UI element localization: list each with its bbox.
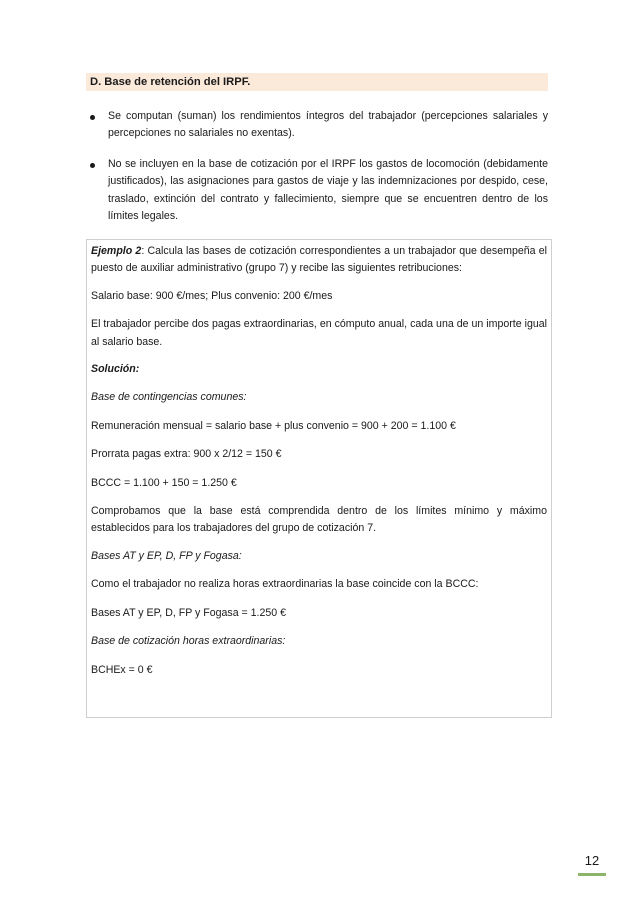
extra-pay-text: El trabajador percibe dos pagas extraordinarias, en cómputo anual, cada una de un importe igual al salario base. bbox=[91, 318, 547, 348]
bccc-line: BCCC = 1.100 + 150 = 1.250 € bbox=[91, 476, 237, 489]
check-text: Comprobamos que la base está comprendida dentro de los límites mínimo y máximo establecidos para los trabajadores del grupo de cotización 7. bbox=[91, 505, 547, 535]
common-base-heading: Base de contingencias comunes: bbox=[91, 391, 247, 404]
bullet-item bbox=[86, 108, 548, 143]
example-intro bbox=[91, 243, 547, 278]
solution-label: Solución: bbox=[91, 363, 140, 376]
monthly-pay-line: Remuneración mensual = salario base + plus convenio = 900 + 200 = 1.100 € bbox=[91, 419, 456, 432]
example-label: Ejemplo 2 bbox=[91, 245, 142, 257]
overtime-heading: Base de cotización horas extraordinarias: bbox=[91, 635, 286, 648]
at-value: Bases AT y EP, D, FP y Fogasa = 1.250 € bbox=[91, 606, 287, 619]
salary-line: Salario base: 900 €/mes; Plus convenio: 200 €/mes bbox=[91, 289, 333, 302]
overtime-value: BCHEx = 0 € bbox=[91, 663, 153, 676]
at-explain: Como el trabajador no realiza horas extraordinarias la base coincide con la BCCC: bbox=[91, 578, 479, 591]
example-intro-text: : Calcula las bases de cotización correspondientes a un trabajador que desempeña el puesto de auxiliar administrativo (grupo 7) y recibe las siguientes retribuciones: bbox=[91, 245, 547, 275]
bullet-text: Se computan (suman) los rendimientos íntegros del trabajador (percepciones salariales y percepciones no salariales no exentas). bbox=[108, 110, 548, 140]
bullet-icon bbox=[90, 163, 95, 168]
bullet-text: No se incluyen en la base de cotización por el IRPF los gastos de locomoción (debidamente justificados), las asignaciones para gastos de viaje y las indemnizaciones por despido, cese, traslado, extinción del contrato y fallecimiento, siempre que se encuentren dentro de los límites legales. bbox=[108, 157, 548, 223]
section-heading: D. Base de retención del IRPF. bbox=[86, 73, 548, 91]
example-box bbox=[86, 239, 552, 718]
bullet-item bbox=[86, 156, 548, 226]
at-heading: Bases AT y EP, D, FP y Fogasa: bbox=[91, 549, 242, 562]
page-number-rule bbox=[578, 873, 606, 876]
page-number: 12 bbox=[584, 853, 600, 868]
bullet-list bbox=[86, 108, 548, 238]
prorated-line: Prorrata pagas extra: 900 x 2/12 = 150 € bbox=[91, 448, 282, 461]
bullet-icon bbox=[90, 115, 95, 120]
